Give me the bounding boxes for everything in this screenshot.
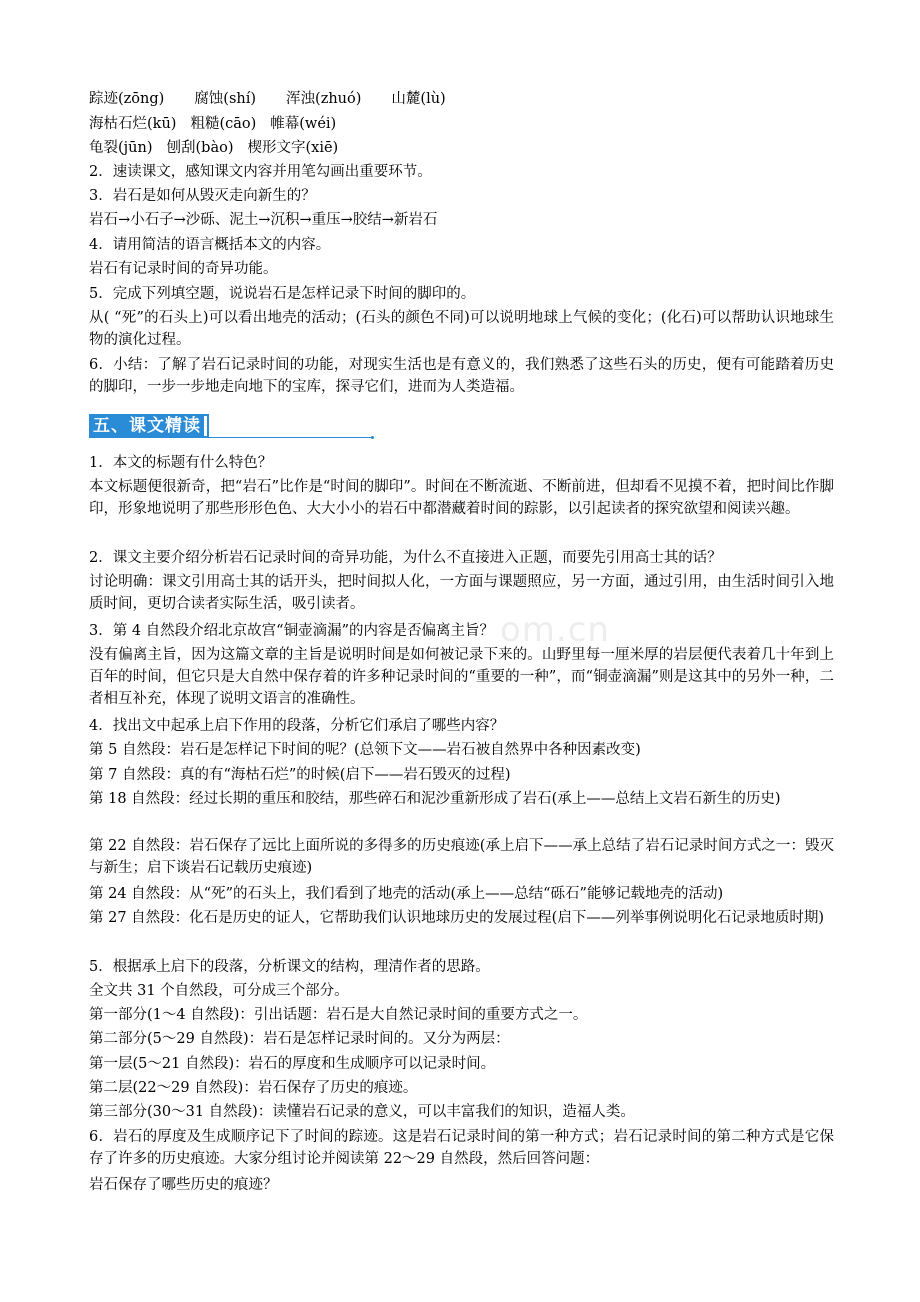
reading-a2: 讨论明确：课文引用高士其的话开头，把时间拟人化，一方面与课题照应，另一方面，通过引用，由生活时间引入地质时间，更切合读者实际生活，吸引读者。	[89, 574, 834, 612]
reading-para-5: 第 5 自然段：岩石是怎样记下时间的呢？(总领下文——岩石被自然界中各种因素改变)	[89, 742, 641, 758]
structure-part-1: 第一部分(1～4 自然段)：引出话题：岩石是大自然记录时间的重要方式之一。	[89, 1007, 588, 1023]
preview-q5: 5．完成下列填空题，说说岩石是怎样记录下时间的脚印的。	[89, 286, 476, 302]
section-divider	[89, 437, 372, 438]
vocab-item: 踪迹(zōng)	[89, 91, 165, 107]
reading-para-18: 第 18 自然段：经过长期的重压和胶结，那些碎石和泥沙重新形成了岩石(承上——总结上文岩石新生的历史)	[89, 791, 781, 807]
structure-layer-1: 第一层(5～21 自然段)：岩石的厚度和生成顺序可以记录时间。	[89, 1056, 496, 1072]
preview-q2: 2．速读课文，感知课文内容并用笔勾画出重要环节。	[89, 164, 432, 180]
reading-para-7: 第 7 自然段：真的有“海枯石烂”的时候(启下——岩石毁灭的过程)	[89, 767, 511, 783]
reading-a1: 本文标题便很新奇，把“岩石”比作是“时间的脚印”。时间在不断流逝、不断前进，但却看不见摸不着，把时间比作脚印，形象地说明了那些形形色色、大大小小的岩石中都潜藏着时间的踪影，以引起读者的探究欲望和阅读兴趣。	[89, 479, 834, 517]
vocab-row-3	[89, 137, 834, 159]
structure-layer-2: 第二层(22～29 自然段)：岩石保存了历史的痕迹。	[89, 1080, 418, 1096]
vocab-row-1	[89, 88, 834, 110]
reading-q3: 3．第 4 自然段介绍北京故宫“铜壶滴漏”的内容是否偏离主旨？	[89, 623, 494, 639]
reading-q2: 2．课文主要介绍分析岩石记录时间的奇异功能，为什么不直接进入正题，而要先引用高士其的话？	[89, 550, 722, 566]
vocab-row-2	[89, 113, 834, 135]
structure-part-2: 第二部分(5～29 自然段)：岩石是怎样记录时间的。又分为两层：	[89, 1031, 510, 1047]
preview-a5: 从( “死”的石头上)可以看出地壳的活动；(石头的颜色不同)可以说明地球上气候的变化；(化石)可以帮助认识地球生物的演化过程。	[89, 310, 834, 348]
vocab-item: 山麓(lù)	[391, 91, 446, 107]
reading-q4: 4．找出文中起承上启下作用的段落，分析它们承启了哪些内容？	[89, 718, 505, 734]
reading-q6: 6．岩石的厚度及生成顺序记下了时间的踪迹。这是岩石记录时间的第一种方式；岩石记录时间的第二种方式是它保存了许多的历史痕迹。大家分组讨论并阅读第 22～29 自然段，然后回答问题：	[89, 1129, 834, 1167]
preview-q6: 6．小结：了解了岩石记录时间的功能，对现实生活也是有意义的，我们熟悉了这些石头的历史，便有可能踏着历史的脚印，一步一步地走向地下的宝库，探寻它们，进而为人类造福。	[89, 357, 834, 395]
reading-q5: 5．根据承上启下的段落，分析课文的结构，理清作者的思路。	[89, 959, 490, 975]
watermark: om.cn	[500, 610, 610, 650]
section-title-bar	[204, 416, 207, 436]
vocab-item: 楔形文字(xiē)	[247, 140, 339, 156]
preview-a3: 岩石→小石子→沙砾、泥土→沉积→重压→胶结→新岩石	[89, 212, 438, 228]
reading-a3: 没有偏离主旨，因为这篇文章的主旨是说明时间是如何被记录下来的。山野里每一厘米厚的岩层便代表着几十年到上百年的时间，但它只是大自然中保存着的许多种记录时间的“重要的一种”，而“铜壶滴漏”则是这其中的另外一种，二者相互补充，体现了说明文语言的准确性。	[89, 647, 834, 707]
section-title: 五、课文精读	[89, 414, 209, 438]
reading-para-22: 第 22 自然段：岩石保存了远比上面所说的多得多的历史痕迹(承上启下——承上总结了岩石记录时间方式之一：毁灭与新生；启下谈岩石记载历史痕迹)	[89, 838, 834, 876]
reading-para-24: 第 24 自然段：从“死”的石头上，我们看到了地壳的活动(承上——总结“砾石”能够记载地壳的活动)	[89, 886, 724, 902]
section-divider-dot	[371, 436, 374, 439]
vocab-item: 龟裂(jūn)	[89, 140, 153, 156]
vocab-item: 刨刮(bào)	[166, 140, 234, 156]
reading-para-27: 第 27 自然段：化石是历史的证人，它帮助我们认识地球历史的发展过程(启下——列举事例说明化石记录地质时期)	[89, 910, 824, 926]
preview-q4: 4．请用简洁的语言概括本文的内容。	[89, 237, 331, 253]
vocab-item: 粗糙(cāo)	[190, 116, 257, 132]
structure-overview: 全文共 31 个自然段，可分成三个部分。	[89, 983, 349, 999]
vocab-item: 海枯石烂(kū)	[89, 116, 177, 132]
preview-q3: 3．岩石是如何从毁灭走向新生的？	[89, 188, 316, 204]
vocab-item: 浑浊(zhuó)	[286, 91, 362, 107]
vocab-item: 腐蚀(shí)	[194, 91, 257, 107]
reading-q1: 1．本文的标题有什么特色？	[89, 455, 273, 471]
vocab-item: 帷幕(wéi)	[270, 116, 337, 132]
reading-q6-question: 岩石保存了哪些历史的痕迹？	[89, 1177, 278, 1193]
structure-part-3: 第三部分(30～31 自然段)：读懂岩石记录的意义，可以丰富我们的知识，造福人类。	[89, 1104, 635, 1120]
preview-a4: 岩石有记录时间的奇异功能。	[89, 261, 278, 277]
